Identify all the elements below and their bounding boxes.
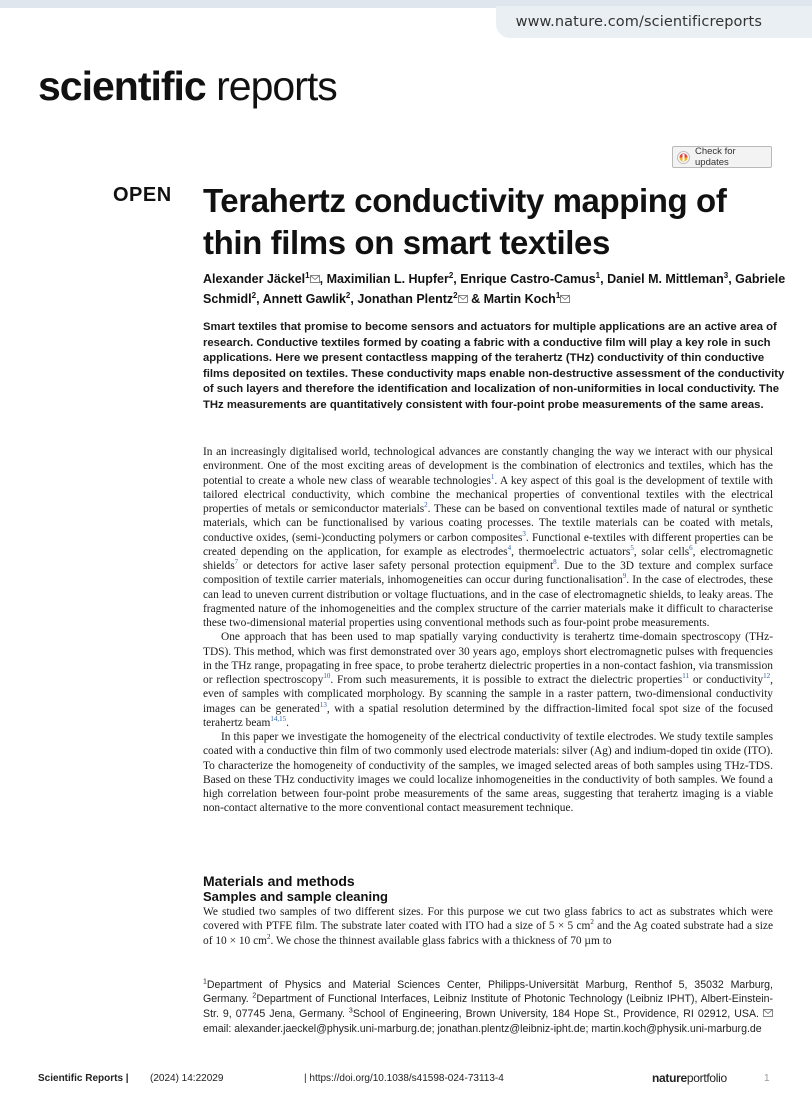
article-title (203, 180, 793, 264)
brand-light: portfolio (686, 1071, 727, 1085)
unit-exponent: 2 (590, 918, 594, 927)
text-run: or detectors for active laser safety personal protection equipment (238, 560, 554, 572)
title-line: thin films on smart textiles (203, 224, 610, 261)
author-separator: , (350, 292, 358, 306)
affiliation-sup: 3 (348, 1007, 353, 1015)
citation-ref[interactable]: 8 (553, 558, 557, 567)
author-affiliation-sup: 2 (345, 290, 351, 300)
journal-logo (38, 63, 337, 109)
url-banner (496, 6, 812, 38)
author-separator: , (728, 272, 736, 286)
text-run: . (286, 716, 289, 729)
title-line: Terahertz conductivity mapping of (203, 182, 727, 219)
check-for-updates-button[interactable] (672, 146, 772, 168)
nature-portfolio-logo (652, 1071, 727, 1085)
page-footer (38, 1073, 778, 1087)
author-affiliation-sup: 3 (723, 270, 729, 280)
citation-ref[interactable]: 6 (689, 543, 693, 552)
author-affiliation-sup: 2 (251, 290, 257, 300)
citation-ref[interactable]: 2 (424, 501, 428, 510)
email-envelope-icon[interactable] (560, 295, 570, 306)
text-run: . These can be based on conventional textiles made of natural or synthetic materials, which can be functionalised by various coating processes. The textile materials can be coated with metals, conductive oxides, (semi-)conducting polymers or carbon composites (203, 503, 773, 544)
text-run: In this paper we investigate the homogeneity of the electrical conductivity of textile electrodes. We study textile samples coated with a conductive thin film of two commonly used electrode materials: silver (Ag) and indium-doped tin oxide (ITO). To characterize the homogeneity of conductivity of the samples, we imaged selected areas of both samples using THz-TDS. Based on these THz conductivity images we could localize inhomogeneities in the conductivity of both samples. We found a high correlation between four-point probe measurements of the same areas, suggesting that terahertz imaging is a viable non-contact alternative to the more conventional contact measurement technique. (203, 731, 773, 815)
affiliation-sup: 1 (203, 978, 207, 986)
email-envelope-icon[interactable] (310, 275, 320, 286)
author-name: Alexander Jäckel (203, 272, 306, 286)
text-run: , solar cells (633, 545, 690, 558)
text-run: , with a spatial resolution determined by the diffraction-limited focal spot size of the focused terahertz beam (203, 702, 773, 729)
citation-ref[interactable]: 13 (319, 700, 327, 709)
author-affiliation-sup: 1 (595, 270, 601, 280)
body-paragraph (203, 730, 773, 816)
citation-ref[interactable]: 7 (234, 558, 239, 567)
email-envelope-icon[interactable] (763, 1009, 773, 1020)
author-affiliation-sup: 2 (453, 290, 458, 300)
footer-volume: (2024) 14:22029 (150, 1073, 224, 1084)
citation-ref[interactable]: 10 (323, 672, 331, 681)
subsection-heading: Samples and sample cleaning (203, 889, 388, 904)
text-run: and the Ag coated substrate had a size of 10 × 10 cm (203, 920, 774, 947)
methods-paragraph (203, 905, 773, 948)
text-run: , electromagnetic shields (203, 545, 773, 572)
email-envelope-icon[interactable] (458, 295, 468, 306)
author-separator: & (467, 292, 484, 306)
text-run: , thermoelectric actuators (511, 545, 631, 558)
author-affiliation-sup: 1 (555, 290, 561, 300)
affiliation-text: Department of Physics and Material Sciences Center, Philipps-Universität Marburg, Renthof 5, 35032 Marburg, Germany. (203, 979, 773, 1006)
citation-ref[interactable]: 14,15 (270, 714, 287, 723)
citation-ref[interactable]: 5 (630, 543, 634, 552)
abstract: Smart textiles that promise to become sensors and actuators for multiple applications are an active area of research. Conductive textiles formed by coating a fabric with a conductive film will play a key role in such applications. Here we present contactless mapping of the terahertz (THz) conductivity of thin conductive films deposited on textiles. These conductivity maps enable non-destructive assessment of the conductivity of such layers and therefore the identification and localization of non-uniformities in local conductivity. The THz measurements are quantitatively consistent with four-point probe measurements of the same areas. (203, 321, 785, 411)
journal-logo-bold: scientific (38, 63, 206, 109)
author-name: Gabriele Schmidl (203, 272, 786, 306)
check-updates-icon (677, 151, 690, 164)
text-run: . A key aspect of this goal is the development of textile with tailored electrical conductivity, which combine the mechanical properties of conventional textiles with the electrical properties of metals or semiconductor materials (203, 474, 773, 515)
unit-exponent: 2 (267, 933, 271, 942)
journal-url[interactable]: www.nature.com/scientificreports (515, 14, 762, 30)
affiliations (203, 978, 773, 1037)
check-updates-label: Check for updates (695, 146, 736, 168)
author-separator: , (319, 272, 327, 286)
author-name: Annett Gawlik (262, 292, 346, 306)
text-run: One approach that has been used to map spatially varying conductivity is terahertz time-domain spectroscopy (THz-TDS). This method, which was first demonstrated over 30 years ago, employs short electromagnetic pulses with frequencies in the THz range, propagating in free space, to probe terahertz dielectric properties in a non-contact fashion, via transmission or reflection spectroscopy (203, 631, 773, 686)
citation-ref[interactable]: 12 (763, 672, 771, 681)
affiliation-text: Department of Functional Interfaces, Leibniz Institute of Photonic Technology (Leibniz IPHT), Albert-Einstein-Str. 9, 07745 Jena, Germany. (203, 993, 773, 1020)
text-run: In an increasingly digitalised world, technological advances are constantly changing the way we interact with our physical environment. One of the most exciting areas of development is the combination of electronics and textiles, which has the potential to create a whole new class of wearable technologies (203, 446, 773, 487)
author-separator: , (600, 272, 608, 286)
brand-bold: nature (652, 1071, 687, 1085)
citation-ref[interactable]: 4 (507, 543, 512, 552)
citation-ref[interactable]: 1 (490, 472, 495, 481)
affiliation-sup: 2 (252, 992, 257, 1000)
text-run: , even of samples with complicated morphology. By scanning the sample in a raster pattern, two-dimensional conductivity images can be generated (203, 674, 773, 715)
text-run: We studied two samples of two different sizes. For this purpose we cut two glass fabrics to act as substrates which were covered with PTFE film. The substrate later coated with ITO had a size of 5 × 5 cm (203, 906, 773, 933)
author-affiliation-sup: 2 (448, 270, 454, 280)
citation-ref[interactable]: 3 (522, 529, 526, 538)
body-paragraph (203, 630, 773, 730)
body-paragraph (203, 445, 773, 630)
open-access-label: OPEN (113, 184, 172, 206)
author-name: Daniel M. Mittleman (607, 272, 724, 286)
introduction-body (203, 445, 773, 816)
section-heading: Materials and methods (203, 873, 355, 889)
author-name: Jonathan Plentz (357, 292, 454, 306)
affiliation-text: School of Engineering, Brown University, 184 Hope St., Providence, RI 02912, USA. (352, 1007, 764, 1020)
email-addresses[interactable]: email: alexander.jaeckel@physik.uni-marburg.de; jonathan.plentz@leibniz-ipht.de; martin.koch@physik.uni-marburg.de (203, 1023, 762, 1036)
author-name: Enrique Castro-Camus (460, 272, 596, 286)
author-separator: , (256, 292, 263, 306)
author-name: Maximilian L. Hupfer (326, 272, 449, 286)
text-run: or conductivity (688, 674, 764, 686)
author-affiliation-sup: 1 (305, 270, 310, 280)
journal-logo-light: reports (205, 63, 337, 109)
citation-ref[interactable]: 9 (622, 572, 627, 581)
text-run: . We chose the thinnest available glass fabrics with a thickness of 70 µm to (270, 934, 612, 947)
citation-ref[interactable]: 11 (682, 672, 689, 681)
author-name: Martin Koch (483, 292, 556, 306)
text-run: . From such measurements, it is possible to extract the dielectric properties (330, 674, 683, 686)
footer-journal: Scientific Reports | (38, 1073, 129, 1084)
author-separator: , (453, 272, 461, 286)
author-list (203, 270, 788, 310)
text-run: . Due to the 3D texture and complex surface composition of textile carrier materials, inhomogeneities can occur during functionalisation (203, 560, 773, 587)
text-run: . Functional e-textiles with different properties can be created depending on the application, for example as electrodes (203, 531, 773, 558)
page-number: 1 (764, 1073, 770, 1084)
footer-doi-link[interactable]: | https://doi.org/10.1038/s41598-024-73113-4 (304, 1073, 504, 1084)
text-run: . In the case of electrodes, these can lead to uneven current distribution or voltage fluctuations, and in the case of electromagnetic shields, to leaky areas. The fragmented nature of the inhomogeneities and the complex structure of the carrier materials make it difficult to characterise these two-dimensional material properties using conventional methods such as four-point probe measurements. (203, 574, 773, 629)
